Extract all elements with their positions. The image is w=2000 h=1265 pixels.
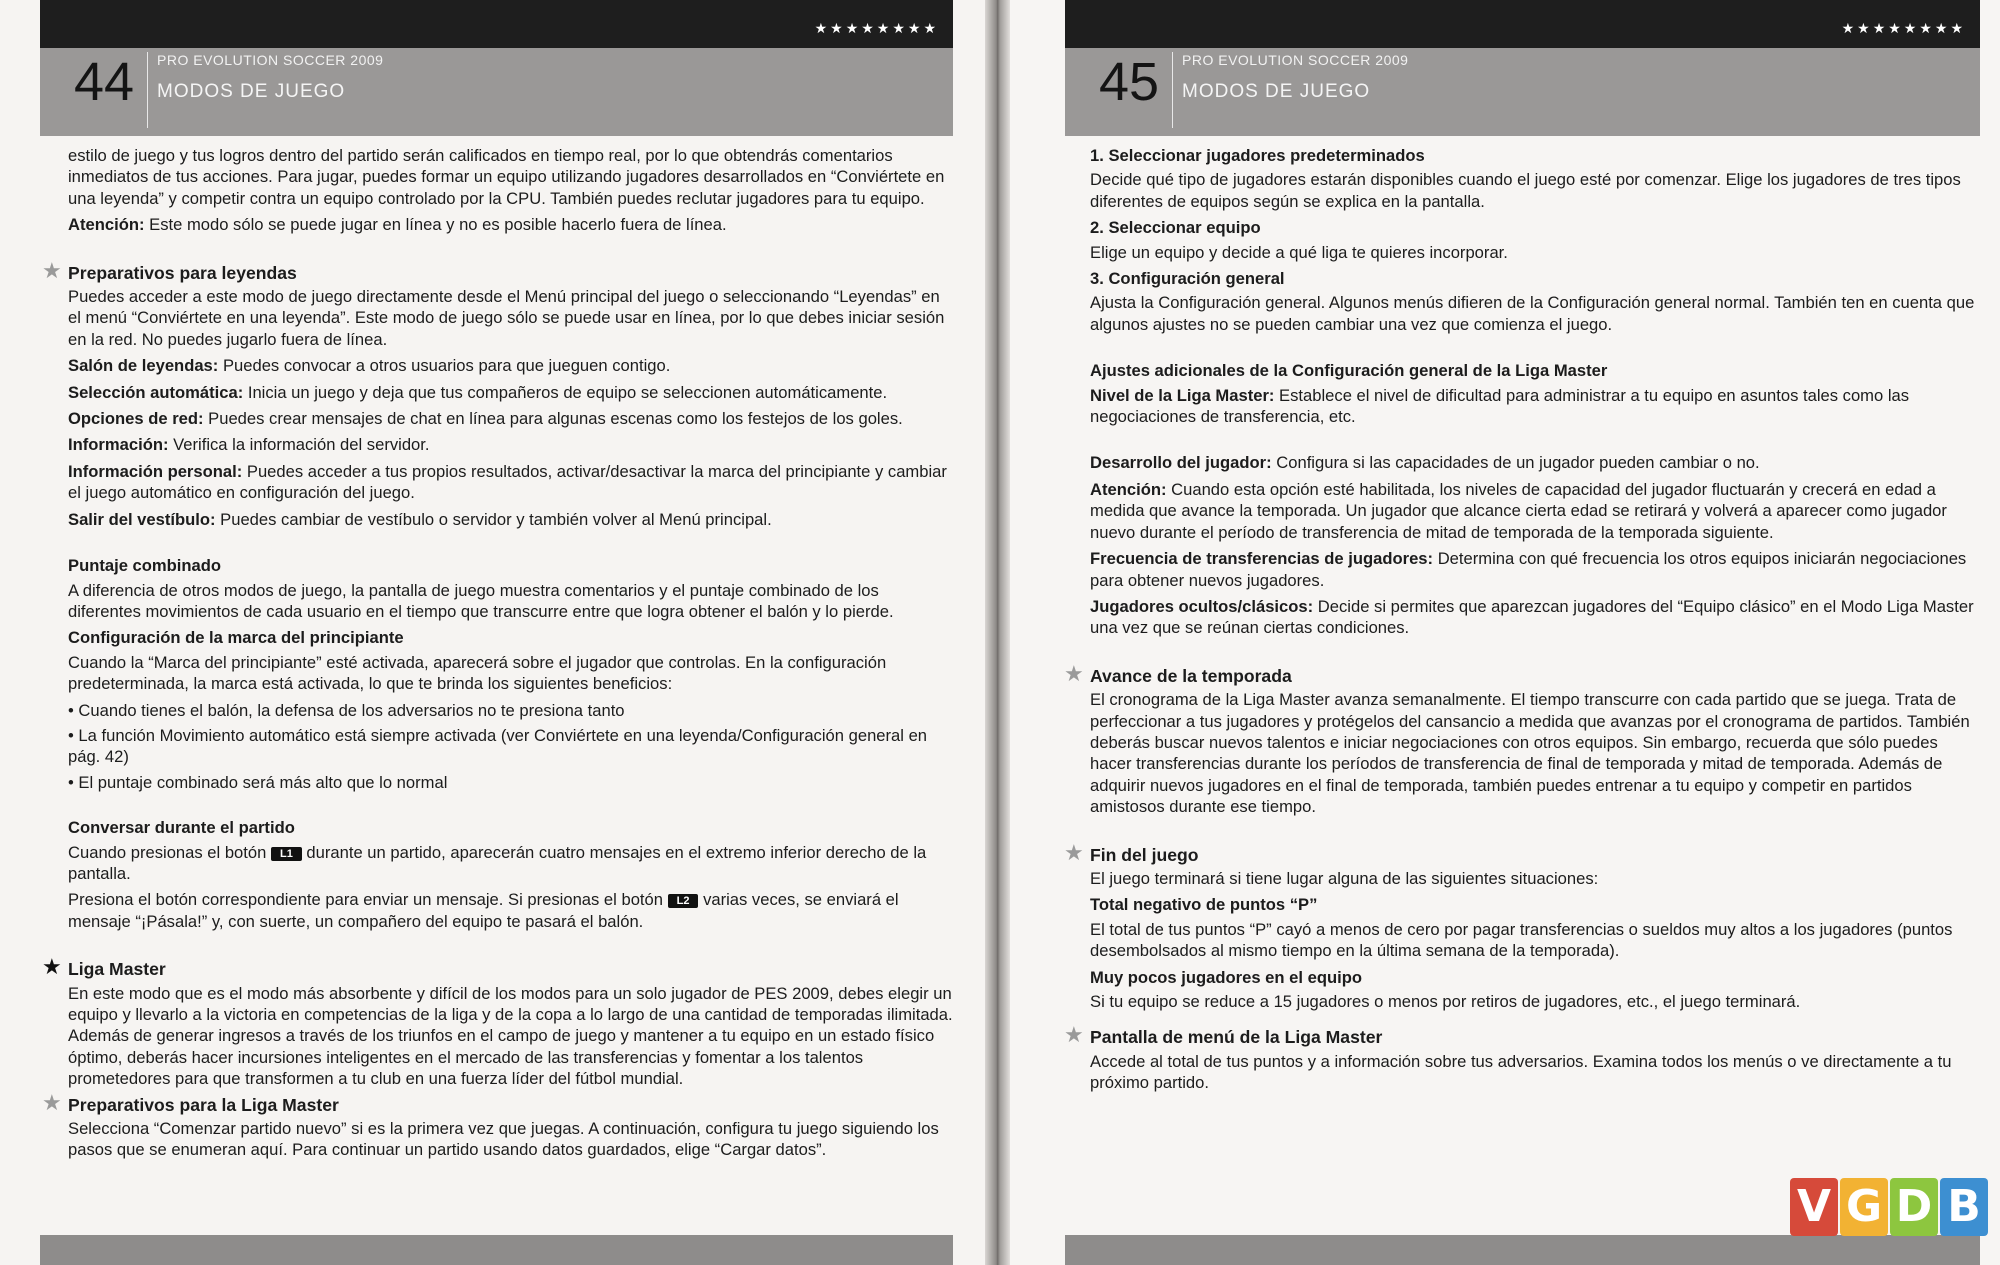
- logo-letter-g: G: [1840, 1178, 1888, 1236]
- atencion-item: [1090, 479, 1980, 543]
- conversar-text: varias veces, se enviará el mensaje “¡Pásala!” y, con suerte, un compañero del equipo te pasará el balón.: [68, 890, 899, 931]
- nivel-label: Nivel de la Liga Master:: [1090, 385, 1275, 405]
- ocultos-label: Jugadores ocultos/clásicos:: [1090, 596, 1314, 616]
- star-icon: ★: [1064, 1022, 1084, 1048]
- bullet-item: • Cuando tienes el balón, la defensa de los adversarios no te presiona tanto: [68, 700, 625, 720]
- conversar-text: Cuando presionas el botón: [68, 842, 271, 862]
- vgdb-watermark-logo: [1790, 1178, 1988, 1236]
- header-dark-band: [40, 0, 953, 48]
- prep-leyendas-text: Puedes acceder a este modo de juego directamente desde el Menú principal del juego o seleccionando “Leyendas” en el menú “Conviértete en una leyenda”. Este modo de juego sólo se puede usar en línea, por lo que debes iniciar sesión en la red. No puedes jugarlo fuera de línea.: [68, 287, 945, 349]
- heading-liga-master: [42, 954, 953, 980]
- star-icon: ★: [1064, 839, 1084, 865]
- step2-text: Elige un equipo y decide a qué liga te quieres incorporar.: [1090, 242, 1508, 262]
- atencion-text: Este modo sólo se puede jugar en línea y no es posible hacerlo fuera de línea.: [144, 215, 727, 235]
- header-grey-band: [40, 48, 953, 136]
- heading-puntaje: Puntaje combinado: [68, 556, 222, 576]
- game-title: PRO EVOLUTION SOCCER 2009: [157, 52, 384, 68]
- prep-liga-text: Selecciona “Comenzar partido nuevo” si es la primera vez que juegas. A continuación, configura tu juego siguiendo los pasos que se enumeran aquí. Para continuar un partido usando datos guardados, elige “Cargar datos”.: [68, 1119, 939, 1160]
- heading-conversar: Conversar durante el partido: [68, 818, 295, 838]
- right-page-content: [1064, 145, 1980, 1099]
- star-icon: ★: [1064, 660, 1084, 686]
- info-personal-label: Información personal:: [68, 461, 243, 481]
- header-divider: [147, 52, 148, 128]
- frecuencia-text: Determina con qué frecuencia los otros equipos iniciarán negociaciones para obtener nuevos jugadores.: [1090, 549, 1967, 590]
- footer-band: [40, 1235, 953, 1265]
- heading-prep-liga: [42, 1089, 953, 1116]
- right-page: [1010, 0, 2000, 1265]
- nivel-text: Establece el nivel de dificultad para administrar a tu equipo en asuntos tales como las negociaciones de transferencia, etc.: [1090, 385, 1910, 427]
- informacion-label: Información:: [68, 435, 169, 455]
- header-grey-band: [1065, 48, 1980, 136]
- step1-text: Decide qué tipo de jugadores estarán disponibles cuando el juego esté por comenzar. Elige los jugadores de tres tipos diferentes de equipos según se explica en la pantalla.: [1090, 170, 1961, 211]
- heading-prep-leyendas: [42, 257, 953, 284]
- star-icon: ★: [42, 257, 62, 283]
- atencion-paragraph: [68, 214, 953, 235]
- informacion-text: Verifica la información del servidor.: [168, 435, 430, 455]
- heading-avance: [1064, 660, 1980, 687]
- salon-text: Puedes convocar a otros usuarios para que jueguen contigo.: [218, 356, 671, 376]
- header-stars: ★★★★★★★★: [814, 20, 939, 36]
- section-title: MODOS DE JUEGO: [157, 81, 346, 102]
- informacion-item: [68, 434, 953, 455]
- salon-label: Salón de leyendas:: [68, 356, 219, 376]
- puntaje-text: A diferencia de otros modos de juego, la pantalla de juego muestra comentarios y el puntaje combinado de los diferentes movimientos de cada usuario en el tiempo que transcurre entre que logra obtener el balón y lo pierde.: [68, 580, 894, 621]
- bullet-item: • La función Movimiento automático está siempre activada (ver Conviértete en una leyenda/Configuración general en pág. 42): [68, 725, 928, 767]
- total-negativo-text: El total de tus puntos “P” cayó a menos de cero por pagar transferencias o sueldos muy altos a los jugadores (puntos desembolsados al mismo tiempo en la última semana de la temporada).: [1090, 919, 1953, 961]
- heading-step1: 1. Seleccionar jugadores predeterminados: [1090, 146, 1425, 165]
- atencion-label: Atención:: [68, 215, 145, 235]
- seleccion-item: [68, 382, 953, 403]
- avance-text: El cronograma de la Liga Master avanza semanalmente. El tiempo transcurre con cada partido que se juega. Trata de perfeccionar a tus jugadores y protégelos del cansancio a medida que avanzas por el cronograma de partidos. También deberás buscar nuevos talentos e iniciar negociaciones con otros equipos. Sin embargo, recuerda que sólo puedes hacer transferencias durante los períodos de transferencia de final de temporada y mitad de temporada. Además de adquirir nuevos jugadores en el final de temporada, también puedes entrenar a tu equipo y competir en partidos amistosos durante ese tiempo.: [1090, 690, 1970, 817]
- book-gutter: [985, 0, 1010, 1265]
- ocultos-item: [1090, 596, 1980, 639]
- conversar-paragraph-1: [68, 842, 953, 885]
- opciones-label: Opciones de red:: [68, 409, 204, 429]
- ocultos-text: Decide si permites que aparezcan jugadores del “Equipo clásico” en el Modo Liga Master una vez que se reúnan ciertas condiciones.: [1090, 596, 1974, 638]
- header-stars: ★★★★★★★★: [1841, 20, 1966, 36]
- frecuencia-label: Frecuencia de transferencias de jugadores:: [1090, 549, 1434, 569]
- intro-paragraph: estilo de juego y tus logros dentro del partido serán calificados en tiempo real, por lo que obtendrás comentarios inmediatos de tus acciones. Para jugar, puedes formar un equipo utilizando jugadores desarrollados en “Conviértete en una leyenda” y competir contra un equipo controlado por la CPU. También puedes reclutar jugadores para tu equipo.: [68, 146, 945, 208]
- nivel-item: [1090, 385, 1980, 428]
- heading-ajustes: Ajustes adicionales de la Configuración general de la Liga Master: [1090, 361, 1608, 381]
- desarrollo-item: [1090, 452, 1980, 473]
- heading-step3: 3. Configuración general: [1090, 269, 1285, 289]
- heading-fin: [1064, 839, 1980, 866]
- header-divider: [1172, 52, 1173, 128]
- salon-item: [68, 355, 953, 376]
- heading-text: Liga Master: [68, 959, 166, 980]
- heading-text: Avance de la temporada: [1090, 665, 1292, 686]
- logo-letter-d: D: [1890, 1178, 1938, 1236]
- page-number: 44: [74, 52, 135, 112]
- page-number: 45: [1099, 52, 1160, 112]
- heading-pantalla-menu: [1064, 1022, 1980, 1048]
- info-personal-text: Puedes acceder a tus propios resultados, activar/desactivar la marca del principiante y cambiar el juego automático en configuración del juego.: [68, 461, 947, 503]
- l1-button-icon: L1: [271, 847, 302, 861]
- desarrollo-label: Desarrollo del jugador:: [1090, 453, 1272, 473]
- footer-band: [1065, 1235, 1980, 1265]
- fin-text: El juego terminará si tiene lugar alguna de las siguientes situaciones:: [1090, 868, 1599, 888]
- l2-button-icon: L2: [668, 894, 699, 908]
- opciones-text: Puedes crear mensajes de chat en línea para algunas escenas como los festejos de los goles.: [203, 409, 903, 429]
- atencion-label: Atención:: [1090, 479, 1167, 499]
- star-icon: ★: [42, 1089, 62, 1115]
- logo-letter-v: V: [1790, 1178, 1838, 1236]
- bullet-item: • El puntaje combinado será más alto que lo normal: [68, 772, 448, 792]
- heading-total-negativo: Total negativo de puntos “P”: [1090, 895, 1318, 915]
- desarrollo-text: Configura si las capacidades de un jugador pueden cambiar o no.: [1271, 453, 1760, 473]
- logo-letter-b: B: [1940, 1178, 1988, 1236]
- atencion-text: Cuando esta opción esté habilitada, los niveles de capacidad del jugador fluctuarán y crecerá en edad a medida que avance la temporada. Un jugador que alcance cierta edad se retirará y volverá a aparecer como jugador nuevo durante el período de transferencia de mitad de temporada de la temporada siguiente.: [1090, 479, 1947, 542]
- info-personal-item: [68, 461, 953, 504]
- opciones-item: [68, 408, 953, 429]
- heading-text: Fin del juego: [1090, 844, 1199, 865]
- frecuencia-item: [1090, 548, 1980, 591]
- step3-text: Ajusta la Configuración general. Algunos menús difieren de la Configuración general normal. También ten en cuenta que algunos ajustes no se pueden cambiar una vez que comienza el juego.: [1090, 293, 1975, 334]
- salir-label: Salir del vestíbulo:: [68, 509, 216, 529]
- seleccion-label: Selección automática:: [68, 382, 244, 402]
- pantalla-menu-text: Accede al total de tus puntos y a información sobre tus adversarios. Examina todos los menús o ve directamente a tu próximo partido.: [1090, 1051, 1952, 1093]
- section-title: MODOS DE JUEGO: [1182, 81, 1371, 102]
- heading-text: Pantalla de menú de la Liga Master: [1090, 1027, 1383, 1048]
- game-title: PRO EVOLUTION SOCCER 2009: [1182, 52, 1409, 68]
- header-dark-band: [1065, 0, 1980, 48]
- heading-pocos-jugadores: Muy pocos jugadores en el equipo: [1090, 967, 1362, 987]
- heading-text: Preparativos para la Liga Master: [68, 1094, 339, 1115]
- seleccion-text: Inicia un juego y deja que tus compañeros de equipo se seleccionen automáticamente.: [243, 382, 888, 402]
- salir-item: [68, 509, 953, 530]
- star-icon: ★: [42, 954, 62, 980]
- heading-config-marca: Configuración de la marca del principiante: [68, 628, 404, 648]
- config-marca-text: Cuando la “Marca del principiante” esté activada, aparecerá sobre el jugador que controlas. En la configuración predeterminada, la marca está activada, lo que te brinda los siguientes beneficios:: [68, 652, 887, 694]
- salir-text: Puedes cambiar de vestíbulo o servidor y también volver al Menú principal.: [215, 509, 772, 529]
- heading-text: Preparativos para leyendas: [68, 262, 297, 283]
- conversar-text: Presiona el botón correspondiente para enviar un mensaje. Si presionas el botón: [68, 890, 668, 910]
- liga-master-text: En este modo que es el modo más absorbente y difícil de los modos para un solo jugador de PES 2009, debes elegir un equipo y llevarlo a la victoria en competencias de la liga y de la copa a lo largo de una cantidad de temporadas ilimitada. Además de generar ingresos a través de los triunfos en el campo de juego y mantener a tu equipo en un estado físico óptimo, deberás hacer incursiones inteligentes en el mercado de las transferencias y fomentar a los talentos prometedores para que transformen a tu club en una fuerza líder del fútbol mundial.: [68, 983, 953, 1089]
- left-page: [0, 0, 985, 1265]
- conversar-text: durante un partido, aparecerán cuatro mensajes en el extremo inferior derecho de la pantalla.: [68, 842, 927, 883]
- pocos-jugadores-text: Si tu equipo se reduce a 15 jugadores o menos por retiros de jugadores, etc., el juego terminará.: [1090, 992, 1801, 1011]
- heading-step2: 2. Seleccionar equipo: [1090, 218, 1261, 238]
- conversar-paragraph-2: [68, 889, 953, 932]
- left-page-content: [42, 145, 953, 1166]
